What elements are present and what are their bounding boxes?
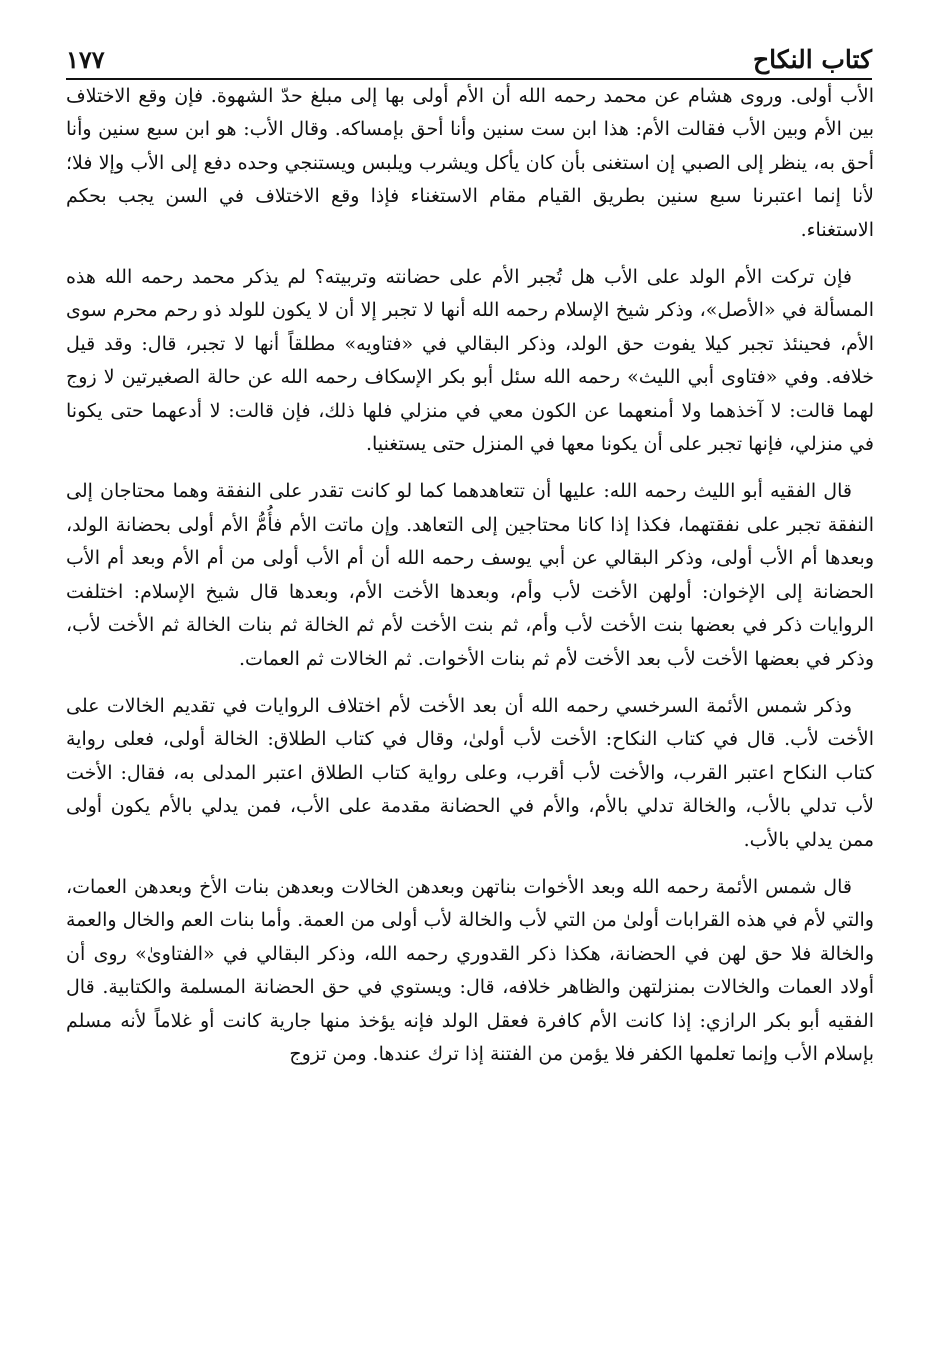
page-number: ١٧٧ [66, 45, 105, 74]
page-header [66, 26, 872, 80]
paragraph: قال الفقيه أبو الليث رحمه الله: عليها أن تتعاهدهما كما لو كانت تقدر على النفقة وهما محتاجان إلى النفقة تجبر على نفقتهما، فكذا إذا كانا محتاجين إلى التعاهد. وإن ماتت الأم فأُمُّ الأم أولى بحضانة الولد، وبعدها أم الأب أولى، وذكر البقالي عن أبي يوسف رحمه الله أن أم الأب أولى من أم الأم وبعد أم الأب الحضانة إلى الإخوان: أولهن الأخت لأب وأم، وبعدها الأخت الأم، وبعدها قال شيخ الإسلام: اختلفت الروايات ذكر في بعضها بنت الأخت لأب وأم، ثم بنت الأخت لأم ثم الخالة ثم بنات الخالة ثم الأخت لأب، وذكر في بعضها الأخت لأب بعد الأخت لأم ثم بنات الأخوات. ثم الخالات ثم العمات. [66, 480, 874, 670]
paragraph: وذكر شمس الأئمة السرخسي رحمه الله أن بعد الأخت لأم اختلاف الروايات في تقديم الخالات على الأخت لأب. قال في كتاب النكاح: الأخت لأب أولىٰ، وقال في كتاب الطلاق: الخالة أولى، فعلى رواية كتاب النكاح اعتبر القرب، والأخت لأب أقرب، وعلى رواية كتاب الطلاق اعتبر المدلى به، فقال: الأخت لأب تدلي بالأب، والخالة تدلي بالأم، والأم في الحضانة مقدمة على الأب، فمن يدلي بالأم يكون أولى ممن يدلي بالأب. [66, 694, 874, 851]
paragraph: الأب أولى. وروى هشام عن محمد رحمه الله أن الأم أولى بها إلى مبلغ حدّ الشهوة. فإن وقع الاختلاف بين الأم وبين الأب فقالت الأم: هذا ابن ست سنين وأنا أحق بإمساكه. وقال الأب: هو ابن سبع سنين وأنا أحق به، ينظر إلى الصبي إن استغنى بأن كان يأكل ويشرب ويلبس ويستنجي وحده دفع إلى الأب وإلا فلا؛ لأنا إنما اعتبرنا سبع سنين بطريق القيام مقام الاستغناء فإذا وقع الاختلاف في السن يجب بحكم الاستغناء. [66, 85, 874, 241]
body-text [66, 80, 874, 1085]
paragraph: قال شمس الأئمة رحمه الله وبعد الأخوات بناتهن وبعدهن الخالات وبعدهن بنات الأخ وبعدهن العمات، والتي لأم في هذه القرابات أولىٰ من التي لأب والخالة لأب أولى من العمة. وأما بنات العم والخال والعمة والخالة فلا حق لهن في الحضانة، هكذا ذكر القدوري رحمه الله، وذكر البقالي في «الفتاوىٰ» روى أن أولاد العمات والخالات بمنزلتهن والظاهر خلافه، قال: ويستوي في حق الحضانة المسلمة والكتابية. قال الفقيه أبو بكر الرازي: إذا كانت الأم كافرة فعقل الولد فإنه يؤخذ منها جارية كانت أو غلاماً لأنه مسلم بإسلام الأب وإنما تعلمها الكفر فلا يؤمن من الفتنة إذا ترك عندها. ومن تزوج [66, 875, 874, 1065]
book-title: كتاب النكاح [753, 45, 872, 74]
paragraph: فإن تركت الأم الولد على الأب هل تُجبر الأم على حضانته وتربيته؟ لم يذكر محمد رحمه الله هذه المسألة في «الأصل»، وذكر شيخ الإسلام رحمه الله أنها لا تجبر إلا أن لا يكون للولد ذو رحم محرم سوى الأم، فحينئذ تجبر كيلا يفوت حق الولد، وذكر البقالي في «فتاويه» مطلقاً أنها لا تجبر، قال: وقد قيل خلافه. وفي «فتاوى أبي الليث» رحمه الله سئل أبو بكر الإسكاف رحمه الله عن حالة الصغيرتين لا زوج لهما قالت: لا آخذهما ولا أمنعهما عن الكون معي في منزلي فلها ذلك، فإن قالت: لا أدعهما حتى يكونا في منزلي، فإنها تجبر على أن يكونا معها في المنزل حتى يستغنيا. [66, 266, 874, 456]
